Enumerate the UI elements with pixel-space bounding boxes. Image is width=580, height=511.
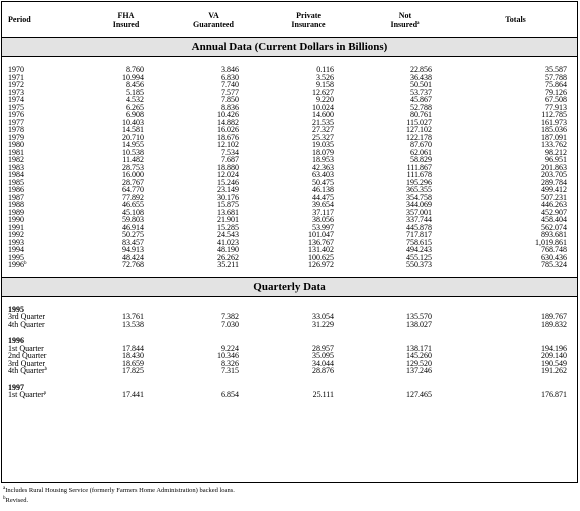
fha-cell: 10.403 — [122, 117, 144, 127]
period-cell — [2, 367, 86, 375]
not-insured-cell: 445.878 — [406, 222, 432, 232]
va-cell: 7.850 — [221, 95, 239, 104]
not-insured-cell: 53.737 — [410, 87, 432, 97]
va-cell: 9.224 — [221, 343, 239, 353]
not-insured-cell: 115.027 — [406, 117, 432, 127]
not-insured-cell: 122.178 — [406, 132, 432, 142]
period-label: 1989 — [8, 207, 24, 217]
not-insured-cell: 145.260 — [406, 351, 432, 360]
period-label: 1987 — [8, 192, 24, 202]
fha-cell: 6.908 — [126, 110, 144, 119]
not-insured-cell: 357.001 — [406, 207, 432, 217]
totals-cell: 1,019.861 — [535, 237, 567, 247]
fha-cell: 6.265 — [126, 102, 144, 112]
va-cell: 48.190 — [217, 245, 239, 254]
spacer-cell — [2, 57, 577, 67]
private-cell: 25.111 — [312, 390, 334, 399]
not-insured-cell: 550.373 — [406, 260, 432, 269]
period-label: 1979 — [8, 132, 24, 142]
not-insured-cell: 80.761 — [410, 110, 432, 119]
va-cell: 8.836 — [221, 102, 239, 112]
private-cell: 28.957 — [312, 343, 334, 353]
footnote-marker: b — [3, 496, 6, 501]
period-label: 1978 — [8, 125, 24, 134]
not-insured-cell: 129.520 — [406, 358, 432, 368]
period-label: 3rd Quarter — [8, 312, 46, 321]
totals-cell: 187.091 — [541, 132, 567, 142]
va-cell: 16.026 — [217, 125, 239, 134]
period-label: 1992 — [8, 230, 24, 239]
totals-cell: 190.549 — [541, 358, 567, 368]
table-body — [2, 38, 577, 399]
not-insured-cell: 365.355 — [406, 185, 432, 194]
not-insured-cell: 354.758 — [406, 192, 432, 202]
table-row — [2, 74, 577, 82]
period-label: 4th Quarter — [8, 366, 45, 375]
va-cell: 7.740 — [221, 80, 239, 89]
period-label: 1991 — [8, 222, 24, 232]
fha-cell: 20.710 — [122, 132, 144, 142]
fha-cell: 8.456 — [126, 80, 144, 89]
footnote-b — [3, 496, 235, 506]
fha-cell: 46.655 — [122, 200, 144, 209]
va-cell: 41.023 — [217, 237, 239, 247]
va-cell: 8.326 — [221, 358, 239, 368]
va-cell: 6.830 — [221, 72, 239, 82]
column-header-not_insured — [356, 2, 454, 38]
fha-cell: 17.441 — [122, 390, 144, 399]
year-row — [2, 306, 577, 314]
totals-cell: 499.412 — [541, 185, 567, 194]
column-header-line: Guaranteed — [193, 19, 234, 29]
spacer-cell — [2, 269, 577, 278]
va-cell: 10.426 — [217, 110, 239, 119]
table-row — [2, 201, 577, 209]
not-insured-cell: 758.615 — [406, 237, 432, 247]
column-header-private — [261, 2, 356, 38]
va-cell: 10.346 — [217, 351, 239, 360]
footnote-text: Revised. — [5, 497, 29, 504]
totals-cell: 507.231 — [541, 192, 567, 202]
totals-cell: 630.436 — [541, 252, 567, 262]
table-row — [2, 66, 577, 74]
private-cell: 39.654 — [312, 200, 334, 209]
private-cell: 53.997 — [312, 222, 334, 232]
totals-cell: 79.126 — [545, 87, 567, 97]
spacer-row — [2, 269, 577, 278]
not-insured-cell: 52.788 — [410, 102, 432, 112]
spacer-row — [2, 296, 577, 306]
fha-cell: 46.914 — [122, 222, 144, 232]
column-header-va — [166, 2, 261, 38]
spacer-cell — [2, 328, 577, 337]
fha-cell: 72.768 — [122, 260, 144, 269]
fha-cell: 17.844 — [122, 343, 144, 353]
period-label: 1975 — [8, 102, 24, 112]
private-cell: 131.402 — [308, 245, 334, 254]
private-cell: 18.079 — [312, 147, 334, 157]
fha-cell: 14.581 — [122, 125, 144, 134]
annual-section-header — [2, 38, 577, 57]
totals-cell: 289.784 — [541, 177, 567, 187]
totals-cell: 77.913 — [545, 102, 567, 112]
data-table-frame — [1, 1, 578, 483]
period-label: 1995 — [8, 252, 24, 262]
table-row — [2, 239, 577, 247]
year-row — [2, 384, 577, 392]
private-cell: 101.047 — [308, 230, 334, 239]
table-row — [2, 141, 577, 149]
year-label: 1995 — [8, 304, 24, 314]
column-header-row — [2, 2, 577, 38]
period-cell — [2, 391, 86, 399]
spacer-row — [2, 328, 577, 337]
period-label: 1985 — [8, 177, 24, 187]
fha-cell: 11.482 — [122, 155, 144, 164]
private-cell: 3.526 — [316, 72, 334, 82]
totals-cell: 112.785 — [541, 110, 567, 119]
period-label: 1994 — [8, 245, 24, 254]
private-cell: 0.116 — [316, 65, 334, 74]
table-row — [2, 171, 577, 179]
table-row — [2, 391, 577, 399]
not-insured-cell: 137.246 — [406, 366, 432, 375]
column-header-line: Insurance — [291, 19, 326, 29]
period-label: 1981 — [8, 147, 24, 157]
table-row — [2, 209, 577, 217]
table-row — [2, 126, 577, 134]
fha-cell: 28.767 — [122, 177, 144, 187]
totals-cell: 768.748 — [541, 245, 567, 254]
spacer-cell — [2, 296, 577, 306]
quarterly-section-header-title: Quarterly Data — [2, 277, 577, 296]
footnote-marker: a — [3, 486, 6, 491]
va-cell: 14.882 — [217, 117, 239, 127]
totals-cell: 785.324 — [541, 260, 567, 269]
private-cell: 50.475 — [312, 177, 334, 187]
column-header-fha — [86, 2, 166, 38]
not-insured-cell: 111.867 — [406, 162, 432, 172]
period-label: 1996 — [8, 260, 24, 269]
period-label: 1st Quarter — [8, 390, 44, 399]
period-label: 1984 — [8, 170, 24, 179]
table-row — [2, 194, 577, 202]
private-cell: 25.327 — [312, 132, 334, 142]
table-row — [2, 149, 577, 157]
fha-cell: 5.185 — [126, 87, 144, 97]
table-row — [2, 345, 577, 353]
fha-cell: 16.000 — [122, 170, 144, 179]
period-label: 1970 — [8, 65, 24, 74]
not-insured-cell: 22.856 — [410, 65, 432, 74]
fha-cell: 13.761 — [122, 312, 144, 321]
period-cell — [2, 321, 86, 329]
not-insured-cell: 138.027 — [406, 319, 432, 329]
not-insured-cell: 494.243 — [406, 245, 432, 254]
fha-cell: 13.538 — [122, 319, 144, 329]
totals-cell: 446.263 — [541, 200, 567, 209]
private-cell: 10.024 — [312, 102, 334, 112]
not-insured-cell: 195.296 — [406, 177, 432, 187]
not-insured-cell: 455.125 — [406, 252, 432, 262]
not-insured-cell: 138.171 — [406, 343, 432, 353]
fha-cell: 59.803 — [122, 215, 144, 224]
private-cell: 9.220 — [316, 95, 334, 104]
fha-cell: 48.424 — [122, 252, 144, 262]
private-cell: 44.475 — [312, 192, 334, 202]
column-header-line: Totals — [505, 15, 526, 24]
table-row — [2, 96, 577, 104]
period-label: 1977 — [8, 117, 24, 127]
footnote-marker: p — [43, 391, 47, 396]
spacer-row — [2, 57, 577, 67]
not-insured-cell: 45.867 — [410, 95, 432, 104]
va-cell: 15.246 — [217, 177, 239, 187]
column-header-totals — [454, 2, 577, 38]
private-cell: 21.535 — [312, 117, 334, 127]
va-cell: 13.681 — [217, 207, 239, 217]
va-cell: 23.149 — [217, 185, 239, 194]
va-cell: 3.846 — [221, 65, 239, 74]
va-cell: 30.176 — [217, 192, 239, 202]
fha-cell: 10.538 — [122, 147, 144, 157]
period-label: 1974 — [8, 95, 24, 104]
totals-cell: 191.262 — [541, 366, 567, 375]
va-cell: 6.854 — [221, 390, 239, 399]
fha-cell: 28.753 — [122, 162, 144, 172]
totals-cell: 75.864 — [545, 80, 567, 89]
period-label: 1980 — [8, 140, 24, 149]
year-label: 1996 — [8, 336, 24, 345]
va-cell: 7.577 — [221, 87, 239, 97]
table-row — [2, 360, 577, 368]
totals-cell: 161.973 — [541, 117, 567, 127]
footnote-marker: a — [417, 20, 420, 26]
period-label: 1982 — [8, 155, 24, 164]
table-row — [2, 231, 577, 239]
va-cell: 12.024 — [217, 170, 239, 179]
table-row — [2, 89, 577, 97]
annual-section-header-title: Annual Data (Current Dollars in Billions) — [2, 38, 577, 57]
private-cell: 18.953 — [312, 155, 334, 164]
private-cell: 38.056 — [312, 215, 334, 224]
table-row — [2, 313, 577, 321]
footnote-a — [3, 486, 235, 496]
private-cell: 9.158 — [316, 80, 334, 89]
totals-cell: 452.907 — [541, 207, 567, 217]
column-header-line: Insured — [112, 19, 140, 29]
va-cell: 7.030 — [221, 319, 239, 329]
private-cell: 63.403 — [312, 170, 334, 179]
not-insured-cell: 87.670 — [410, 140, 432, 149]
period-label: 1971 — [8, 72, 24, 82]
column-header-line: Not — [398, 10, 412, 20]
column-header-line: Private — [296, 10, 321, 20]
private-cell: 42.363 — [312, 162, 334, 172]
private-cell: 100.625 — [308, 252, 334, 262]
spacer-row — [2, 375, 577, 384]
fha-cell: 8.760 — [126, 65, 144, 74]
not-insured-cell: 135.570 — [406, 312, 432, 321]
fha-cell: 4.532 — [126, 95, 144, 104]
totals-cell: 176.871 — [541, 390, 567, 399]
period-label: 1988 — [8, 200, 24, 209]
column-header-period — [2, 2, 86, 38]
table-row — [2, 81, 577, 89]
period-cell — [2, 261, 86, 269]
not-insured-cell: 62.061 — [410, 147, 432, 157]
private-cell: 27.327 — [312, 125, 334, 134]
table-row — [2, 164, 577, 172]
totals-cell: 189.832 — [541, 319, 567, 329]
footnotes — [3, 486, 235, 506]
totals-cell: 35.587 — [545, 65, 567, 74]
period-label: 1976 — [8, 110, 24, 119]
fha-cell: 94.913 — [122, 245, 144, 254]
not-insured-cell: 344.069 — [406, 200, 432, 209]
spacer-cell — [2, 375, 577, 384]
year-row — [2, 337, 577, 345]
table-row — [2, 321, 577, 329]
totals-cell: 98.212 — [545, 147, 567, 157]
private-cell: 126.972 — [308, 260, 334, 269]
period-label: 3rd Quarter — [8, 358, 46, 368]
private-cell: 136.767 — [308, 237, 334, 247]
mortgage-origination-table — [2, 2, 577, 399]
va-cell: 12.102 — [217, 140, 239, 149]
private-cell: 35.095 — [312, 351, 334, 360]
va-cell: 7.534 — [221, 147, 239, 157]
va-cell: 21.901 — [217, 215, 239, 224]
not-insured-cell: 127.102 — [406, 125, 432, 134]
not-insured-cell: 717.817 — [406, 230, 432, 239]
period-label: 1972 — [8, 80, 24, 89]
fha-cell: 83.457 — [122, 237, 144, 247]
not-insured-cell: 337.744 — [406, 215, 432, 224]
va-cell: 7.315 — [221, 366, 239, 375]
footnote-marker: b — [44, 367, 48, 372]
period-label: 1973 — [8, 87, 24, 97]
va-cell: 18.880 — [217, 162, 239, 172]
private-cell: 37.117 — [312, 207, 334, 217]
period-label: 2nd Quarter — [8, 351, 47, 360]
period-label: 1993 — [8, 237, 24, 247]
table-row — [2, 224, 577, 232]
fha-cell: 77.892 — [122, 192, 144, 202]
period-label: 1983 — [8, 162, 24, 172]
period-label: 4th Quarter — [8, 319, 45, 329]
fha-cell: 64.770 — [122, 185, 144, 194]
table-row — [2, 352, 577, 360]
va-cell: 15.285 — [217, 222, 239, 232]
year-label: 1997 — [8, 382, 24, 392]
totals-cell: 203.705 — [541, 170, 567, 179]
totals-cell: 893.681 — [541, 230, 567, 239]
fha-cell: 17.825 — [122, 366, 144, 375]
totals-cell: 57.788 — [545, 72, 567, 82]
table-row — [2, 186, 577, 194]
not-insured-cell: 58.829 — [410, 155, 432, 164]
totals-cell: 562.074 — [541, 222, 567, 232]
fha-cell: 18.659 — [122, 358, 144, 368]
period-label: 1986 — [8, 185, 24, 194]
not-insured-cell: 50.501 — [410, 80, 432, 89]
fha-cell: 50.275 — [122, 230, 144, 239]
private-cell: 19.035 — [312, 140, 334, 149]
not-insured-cell: 36.438 — [410, 72, 432, 82]
column-header-line: Insured — [390, 19, 418, 29]
totals-cell: 194.196 — [541, 343, 567, 353]
fha-cell: 14.955 — [122, 140, 144, 149]
va-cell: 18.676 — [217, 132, 239, 142]
totals-cell: 209.140 — [541, 351, 567, 360]
va-cell: 24.543 — [217, 230, 239, 239]
fha-cell: 10.994 — [122, 72, 144, 82]
period-label: 1st Quarter — [8, 343, 44, 353]
private-cell: 33.054 — [312, 312, 334, 321]
va-cell: 15.875 — [217, 200, 239, 209]
private-cell: 34.044 — [312, 358, 334, 368]
totals-cell: 67.508 — [545, 95, 567, 104]
va-cell: 7.687 — [221, 155, 239, 164]
not-insured-cell: 127.465 — [406, 390, 432, 399]
footnote-text: Includes Rural Housing Service (formerly Farmers Home Administration) backed loans. — [5, 487, 235, 494]
totals-cell: 185.036 — [541, 125, 567, 134]
period-label: 1990 — [8, 215, 24, 224]
table-row — [2, 367, 577, 375]
va-cell: 26.262 — [217, 252, 239, 262]
table-row — [2, 134, 577, 142]
table-row — [2, 254, 577, 262]
va-cell: 7.382 — [221, 312, 239, 321]
fha-cell: 18.430 — [122, 351, 144, 360]
totals-cell: 133.762 — [541, 140, 567, 149]
table-row — [2, 216, 577, 224]
column-header-line: Period — [8, 15, 31, 24]
table-row — [2, 156, 577, 164]
private-cell: 14.600 — [312, 110, 334, 119]
quarterly-section-header — [2, 277, 577, 296]
totals-cell: 458.404 — [541, 215, 567, 224]
fha-cell: 45.108 — [122, 207, 144, 217]
table-row — [2, 104, 577, 112]
totals-cell: 96.951 — [545, 155, 567, 164]
table-row — [2, 111, 577, 119]
table-row — [2, 246, 577, 254]
footnote-marker: b — [24, 261, 27, 266]
private-cell: 28.876 — [312, 366, 334, 375]
table-row — [2, 119, 577, 127]
totals-cell: 189.767 — [541, 312, 567, 321]
table-row — [2, 179, 577, 187]
private-cell: 46.138 — [312, 185, 334, 194]
table-row — [2, 261, 577, 269]
totals-cell: 201.863 — [541, 162, 567, 172]
va-cell: 35.211 — [217, 260, 239, 269]
not-insured-cell: 111.678 — [406, 170, 432, 179]
private-cell: 31.229 — [312, 319, 334, 329]
private-cell: 12.627 — [312, 87, 334, 97]
column-header-line: VA — [208, 10, 219, 20]
column-header-line: FHA — [117, 10, 135, 20]
